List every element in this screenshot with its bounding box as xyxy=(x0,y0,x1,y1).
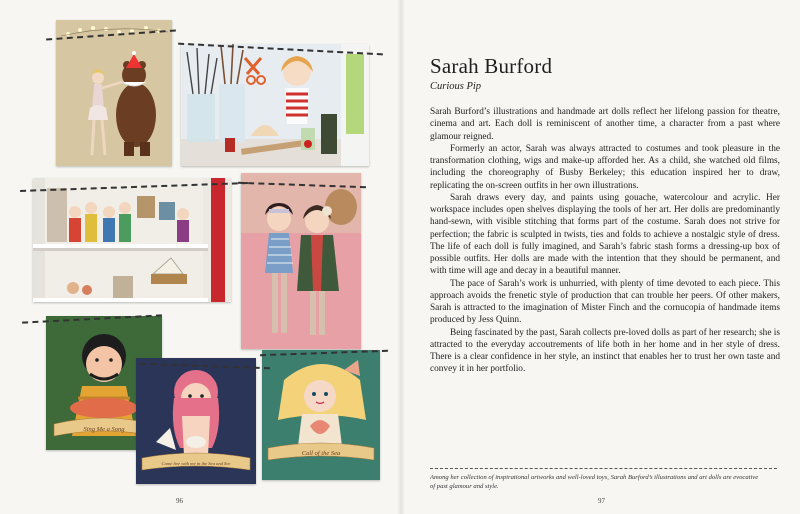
mermaid-illustration xyxy=(136,358,256,484)
shell-girl-illustration xyxy=(262,350,380,480)
photo-toy-shelves xyxy=(33,178,231,302)
article-subtitle: Curious Pip xyxy=(430,81,482,92)
book-gutter xyxy=(397,0,405,514)
article xyxy=(430,54,780,376)
photo-caption: Among her collection of inspirational artworks and well-loved toys, Sarah Burford’s illustrations and art dolls are evocative of past glamour and style. xyxy=(430,474,759,490)
tools-doll-photo xyxy=(181,44,369,166)
article-paragraph: Sarah Burford’s illustrations and handmade art dolls reflect her lifelong passion for theatre, cinema and art. Each doll is reminiscent of another time, a character from a past where glamour reigned. xyxy=(430,107,780,142)
photo-bear-dancer xyxy=(56,20,172,166)
article-body xyxy=(430,106,780,376)
article-paragraph: Sarah draws every day, and paints using gouache, watercolour and acrylic. Her workspace includes open shelves displaying the tools of her art. Her dolls are predominantly hand-sewn, with visible stitching that forms part of the costume. Sarah does not strive for perfection; the fabric is sculpted in twists, ties and folds to achieve a nostalgic style of dress. The life of each doll is fully imagined, and Sarah’s fabric stash forms a dressing-up box of possible outfits. Her dolls are made with the intention that they should be permanent, and with time will age and decay in a beautiful manner. xyxy=(430,192,780,277)
photo-mermaid xyxy=(136,358,256,484)
page-number-left: 96 xyxy=(176,497,183,505)
photo-tools-doll xyxy=(181,44,369,166)
photo-shell-girl xyxy=(262,350,380,480)
article-paragraph: The pace of Sarah’s work is unhurried, with plenty of time devoted to each piece. This approach avoids the frenetic style of production that can trouble her peers. Of other makers, Sarah is attracted to the imagination of Mister Finch and the cornucopia of handmade items produced by Jess Quinn. xyxy=(430,278,780,326)
article-title: Sarah Burford xyxy=(430,54,553,78)
article-paragraph: Being fascinated by the past, Sarah collects pre-loved dolls as part of her research; she is attracted to the everyday accoutrements of life both in her home and in her style of dress. There is a clear confidence in her style, an instinct that enables her to trust her own taste and convey it in her portfolio. xyxy=(430,327,780,375)
toy-shelves-photo xyxy=(33,178,231,302)
caption-divider xyxy=(430,468,777,469)
article-paragraph: Formerly an actor, Sarah was always attracted to costumes and took pleasure in the transformation clothing, wigs and make-up afforded her. As a child, she watched old films, including the choreography of Busby Berkeley; this education inspired her to draw, replicating the on-screen outfits in her own illustrations. xyxy=(430,143,780,191)
page-number-right: 97 xyxy=(598,497,605,505)
photo-two-dolls xyxy=(241,173,361,349)
bear-dancer-illustration xyxy=(56,20,172,166)
banner-mermaid-text: Come live with me in the Sea and See xyxy=(161,461,231,466)
two-dolls-photo xyxy=(241,173,361,349)
banner-fish-text: Sing Me a Song xyxy=(83,426,125,433)
banner-shell-text: Call of the Sea xyxy=(301,450,341,457)
